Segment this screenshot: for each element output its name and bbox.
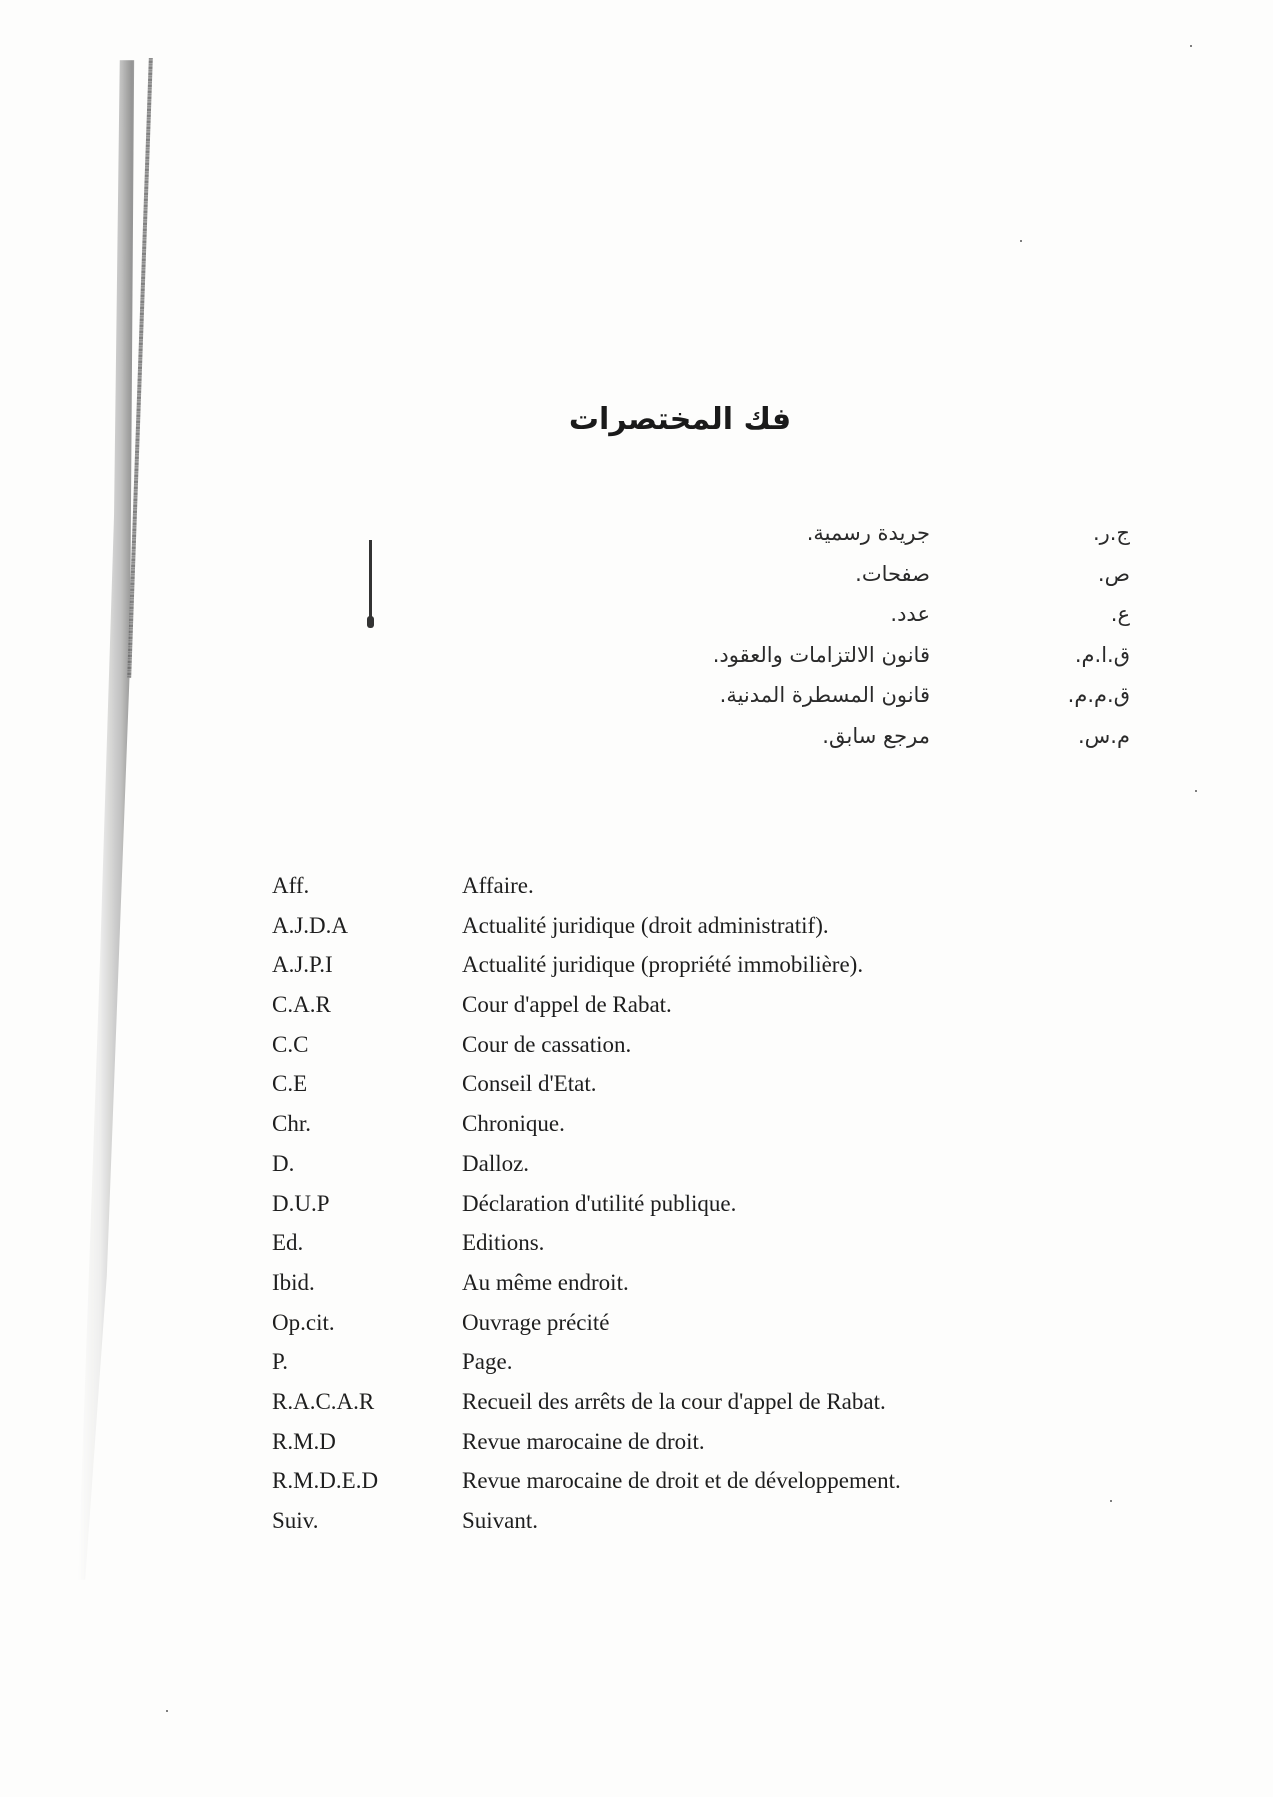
arabic-abbreviation-list (640, 513, 1130, 753)
divider-bar-end (367, 616, 374, 628)
french-definition: Actualité juridique (droit administratif). (462, 912, 829, 938)
arabic-abbreviation-row (640, 554, 1130, 595)
french-abbreviation-row (272, 1184, 992, 1224)
french-abbreviation: Suiv. (272, 1508, 319, 1533)
french-abbreviation: Chr. (272, 1111, 311, 1137)
french-definition: Cour d'appel de Rabat. (462, 992, 672, 1018)
scan-speck (1190, 45, 1192, 47)
french-definition: Chronique. (462, 1111, 565, 1137)
french-abbreviation-row (272, 945, 992, 985)
french-definition: Actualité juridique (propriété immobilière). (462, 952, 864, 978)
arabic-abbreviation: ع. (1110, 602, 1130, 626)
french-definition: Suivant. (462, 1508, 539, 1533)
french-definition: Editions. (462, 1230, 545, 1256)
arabic-abbreviation-row (640, 675, 1130, 716)
french-abbreviation-row (272, 1025, 992, 1065)
french-abbreviation-row (272, 866, 992, 906)
arabic-abbreviation-row (640, 716, 1130, 757)
french-abbreviation: Op.cit. (272, 1309, 335, 1335)
french-abbreviation-row (272, 1263, 992, 1303)
french-abbreviation: R.M.D.E.D (272, 1468, 379, 1494)
arabic-abbreviation-row (640, 513, 1130, 554)
arabic-abbreviation-row (640, 594, 1130, 635)
french-abbreviation: R.M.D (272, 1428, 336, 1454)
french-definition: Page. (462, 1349, 513, 1375)
french-definition: Dalloz. (462, 1150, 530, 1176)
page-title: فك المختصرات (568, 402, 792, 437)
scan-speck (1110, 1500, 1112, 1502)
french-abbreviation: Ed. (272, 1230, 304, 1256)
french-definition: Revue marocaine de droit. (462, 1428, 705, 1454)
french-abbreviation-row (272, 1342, 992, 1382)
french-definition: Revue marocaine de droit et de développement. (462, 1468, 901, 1494)
french-abbreviation-row (272, 1382, 992, 1422)
french-abbreviation-row (272, 1422, 992, 1462)
french-definition: Au même endroit. (462, 1269, 629, 1295)
arabic-abbreviation: م.س. (1078, 723, 1130, 748)
arabic-definition: مرجع سابق. (822, 723, 930, 748)
divider-bar (369, 540, 372, 626)
arabic-definition: قانون المسطرة المدنية. (719, 683, 930, 707)
scan-speck (166, 1710, 168, 1712)
french-abbreviation: A.J.D.A (272, 912, 349, 938)
french-abbreviation-row (272, 1144, 992, 1184)
french-abbreviation: D.U.P (272, 1190, 330, 1216)
arabic-abbreviation: ق.ا.م. (1074, 642, 1130, 667)
french-abbreviation-row (272, 906, 992, 946)
french-abbreviation: D. (272, 1150, 295, 1176)
french-definition: Recueil des arrêts de la cour d'appel de Rabat. (462, 1388, 886, 1414)
french-abbreviation-row (272, 1223, 992, 1263)
french-abbreviation-list (272, 866, 992, 1541)
french-abbreviation: P. (272, 1349, 288, 1375)
arabic-abbreviation-row (640, 635, 1130, 676)
french-abbreviation: Ibid. (272, 1269, 315, 1295)
arabic-definition: جريدة رسمية. (806, 521, 930, 545)
arabic-abbreviation: ص. (1097, 561, 1130, 586)
french-abbreviation-row (272, 1104, 992, 1144)
arabic-definition: قانون الالتزامات والعقود. (712, 642, 930, 667)
french-abbreviation-row (272, 1303, 992, 1343)
french-abbreviation-row (272, 1461, 992, 1501)
french-abbreviation: Aff. (272, 873, 310, 898)
french-definition: Affaire. (462, 873, 534, 898)
french-definition: Ouvrage précité (462, 1309, 610, 1335)
arabic-abbreviation: ج.ر. (1092, 521, 1130, 545)
french-abbreviation: A.J.P.I (272, 952, 333, 978)
french-abbreviation: C.C (272, 1031, 309, 1057)
french-abbreviation: C.A.R (272, 992, 331, 1018)
french-abbreviation-row (272, 1064, 992, 1104)
scan-speck (1020, 240, 1022, 242)
arabic-definition: عدد. (890, 602, 930, 626)
arabic-abbreviation: ق.م.م. (1067, 683, 1130, 707)
french-abbreviation: R.A.C.A.R (272, 1388, 375, 1414)
french-definition: Cour de cassation. (462, 1031, 632, 1057)
french-abbreviation-row (272, 1501, 992, 1541)
french-abbreviation: C.E (272, 1071, 308, 1097)
french-definition: Conseil d'Etat. (462, 1071, 597, 1097)
french-abbreviation-row (272, 985, 992, 1025)
scan-speck (1195, 790, 1197, 792)
french-definition: Déclaration d'utilité publique. (462, 1190, 737, 1216)
binding-shadow (78, 60, 150, 1580)
arabic-definition: صفحات. (855, 561, 930, 586)
